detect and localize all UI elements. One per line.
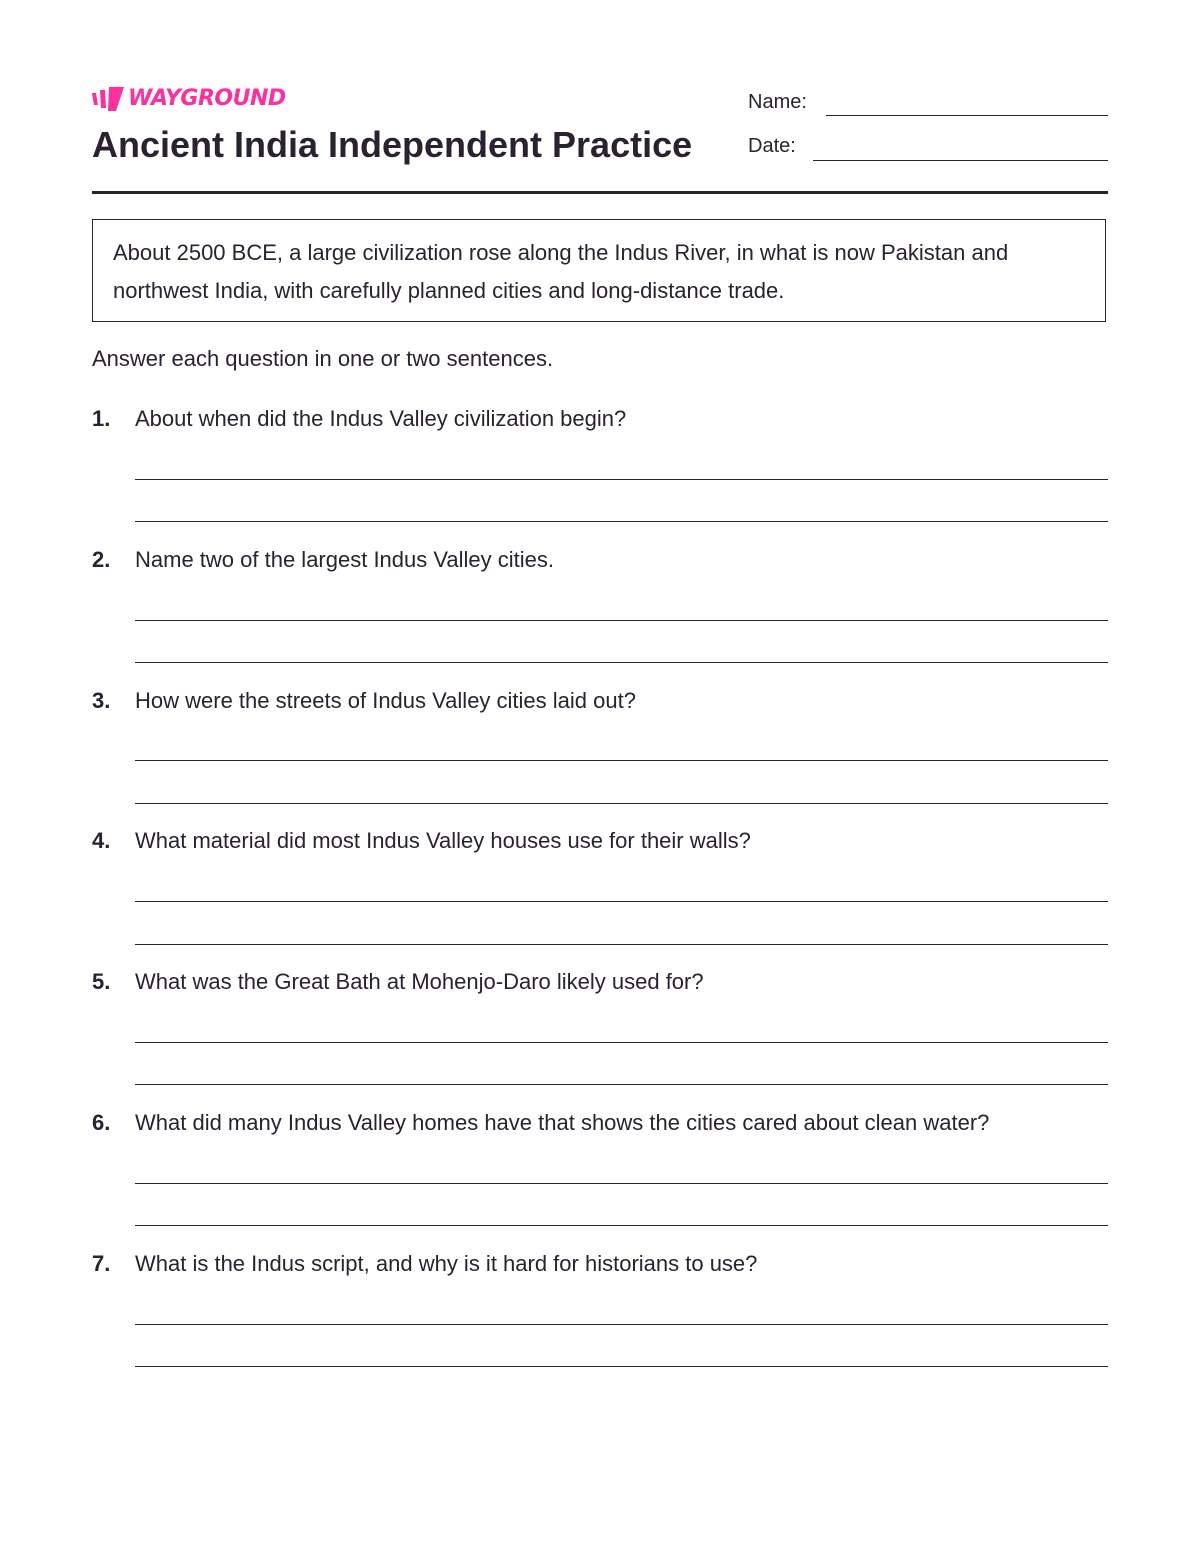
brand-logo xyxy=(92,86,286,112)
name-field[interactable] xyxy=(826,115,1108,116)
question-number: 1. xyxy=(92,406,111,431)
question-text: How were the streets of Indus Valley cities laid out? xyxy=(135,688,636,713)
answer-line[interactable] xyxy=(135,760,1108,761)
answer-line[interactable] xyxy=(135,1042,1108,1043)
date-field[interactable] xyxy=(813,160,1108,161)
answer-line[interactable] xyxy=(135,662,1108,663)
question-text: What material did most Indus Valley houses use for their walls? xyxy=(135,828,751,853)
answer-line[interactable] xyxy=(135,944,1108,945)
question-text: About when did the Indus Valley civilization begin? xyxy=(135,406,627,431)
instructions: Answer each question in one or two sentences. xyxy=(92,346,554,371)
answer-line[interactable] xyxy=(135,620,1108,621)
answer-line[interactable] xyxy=(135,901,1108,902)
answer-line[interactable] xyxy=(135,803,1108,804)
question-text: What is the Indus script, and why is it hard for historians to use? xyxy=(135,1251,758,1276)
name-label: Name: xyxy=(748,91,807,113)
question-text: Name two of the largest Indus Valley cities. xyxy=(135,547,555,572)
question-text: What was the Great Bath at Mohenjo-Daro likely used for? xyxy=(135,969,704,994)
date-label: Date: xyxy=(748,135,796,157)
intro-text: About 2500 BCE, a large civilization rose along the Indus River, in what is now Pakistan and northwest India, with carefully planned cities and long-distance trade. xyxy=(113,240,1009,303)
answer-line[interactable] xyxy=(135,1225,1108,1226)
answer-line[interactable] xyxy=(135,1183,1108,1184)
question-number: 4. xyxy=(92,828,111,853)
question-number: 7. xyxy=(92,1251,111,1276)
page-title: Ancient India Independent Practice xyxy=(92,124,693,165)
intro-passage xyxy=(92,219,1106,322)
question-number: 5. xyxy=(92,969,111,994)
question-number: 2. xyxy=(92,547,111,572)
answer-line[interactable] xyxy=(135,479,1108,480)
brand-name: WAYGROUND xyxy=(128,86,286,111)
answer-line[interactable] xyxy=(135,1366,1108,1367)
question-number: 6. xyxy=(92,1110,111,1135)
question-text: What did many Indus Valley homes have that shows the cities cared about clean water? xyxy=(135,1110,990,1135)
header-divider xyxy=(92,191,1108,194)
answer-line[interactable] xyxy=(135,1084,1108,1085)
wayground-logo-icon xyxy=(92,87,124,111)
answer-line[interactable] xyxy=(135,521,1108,522)
answer-line[interactable] xyxy=(135,1324,1108,1325)
question-number: 3. xyxy=(92,688,111,713)
